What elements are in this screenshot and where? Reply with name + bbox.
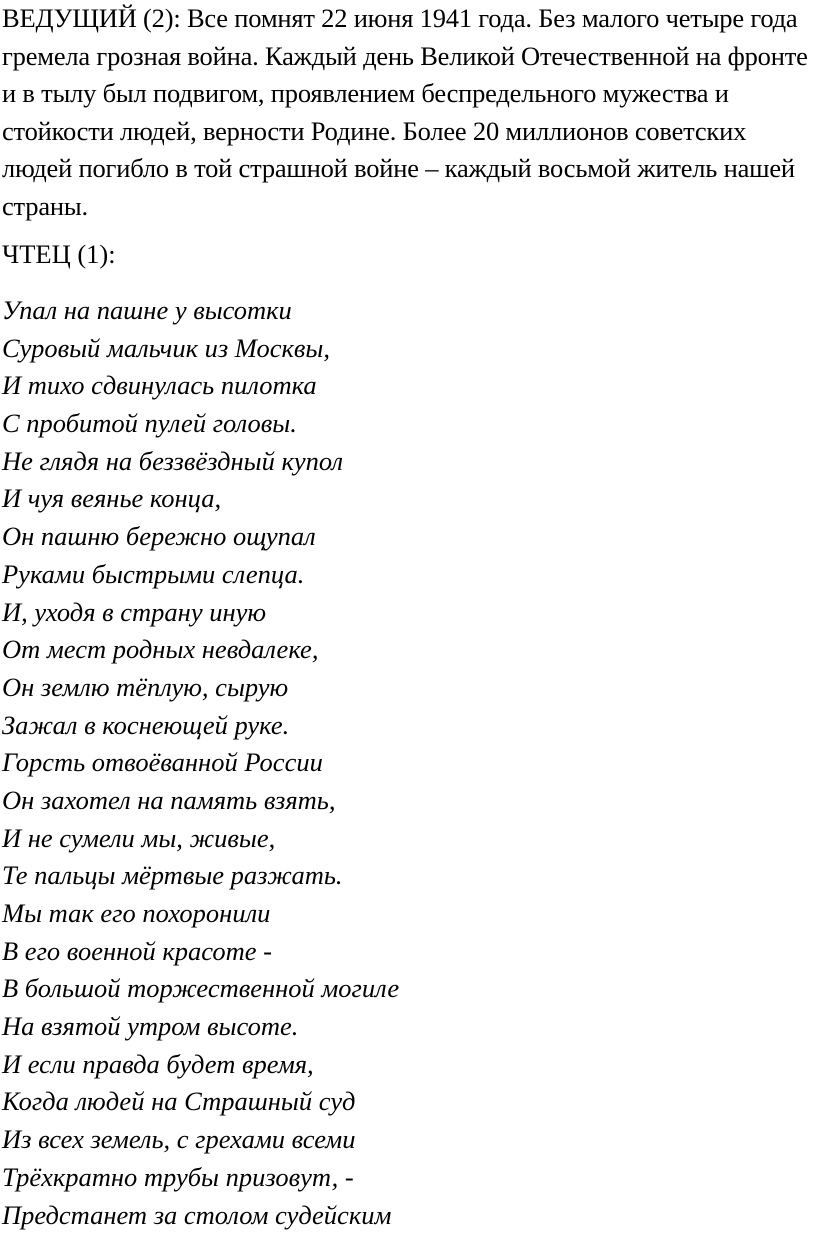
poem-line: Те пальцы мёртвые разжать. [2,857,399,895]
poem-line: Зажал в коснеющей руке. [2,707,399,745]
poem-line: Из всех земель, с грехами всеми [2,1121,399,1159]
poem-line: В большой торжественной могиле [2,970,399,1008]
poem-line: Он пашню бережно ощупал [2,518,399,556]
poem-line: Когда людей на Страшный суд [2,1083,399,1121]
poem-line: И если правда будет время, [2,1046,399,1084]
poem-line: Он захотел на память взять, [2,782,399,820]
poem-line: И не сумели мы, живые, [2,820,399,858]
reader-label: ЧТЕЦ (1): [2,236,116,273]
narrator-paragraph: ВЕДУЩИЙ (2): Все помнят 22 июня 1941 года. Без малого четыре года гремела грозная война. Каждый день Великой Отечественной на фронте и в тылу был подвигом, проявлением беспредельного мужества и стойкости людей, верности Родине. Более 20 миллионов советских людей погибло в той страшной войне – каждый восьмой житель нашей страны. [2,0,812,226]
poem-line: Мы так его похоронили [2,895,399,933]
poem-line: Он землю тёплую, сырую [2,669,399,707]
poem-line: С пробитой пулей головы. [2,405,399,443]
poem-line: Предстанет за столом судейским [2,1197,399,1234]
poem-line: Не глядя на беззвёздный купол [2,443,399,481]
poem-line: И, уходя в страну иную [2,594,399,632]
poem-line: От мест родных невдалеке, [2,631,399,669]
poem-line: Упал на пашне у высотки [2,292,399,330]
poem-line: В его военной красоте - [2,933,399,971]
poem-line: На взятой утром высоте. [2,1008,399,1046]
poem-line: Руками быстрыми слепца. [2,556,399,594]
poem [2,292,399,1234]
poem-line: И тихо сдвинулась пилотка [2,367,399,405]
poem-line: И чуя веянье конца, [2,480,399,518]
poem-line: Суровый мальчик из Москвы, [2,330,399,368]
poem-line: Горсть отвоёванной России [2,744,399,782]
poem-line: Трёхкратно трубы призовут, - [2,1159,399,1197]
